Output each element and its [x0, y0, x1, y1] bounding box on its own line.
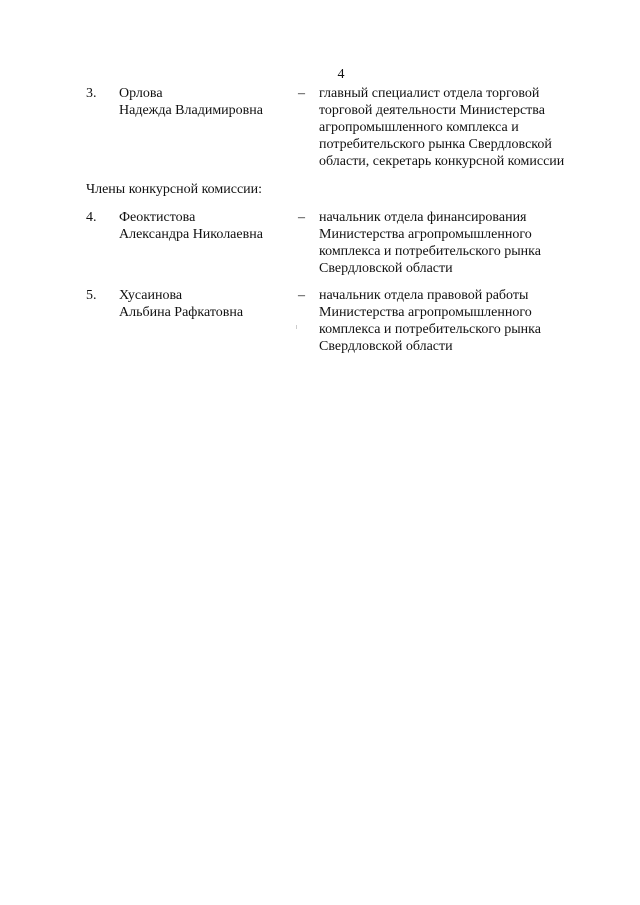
position-line: комплекса и потребительского рынка: [319, 244, 541, 259]
entry-number: 3.: [86, 86, 97, 101]
position-line: торговой деятельности Министерства: [319, 103, 545, 118]
member-given-names: Александра Николаевна: [119, 227, 263, 242]
position-line: агропромышленного комплекса и: [319, 120, 519, 135]
position-line: комплекса и потребительского рынка: [319, 322, 541, 337]
entry-number: 5.: [86, 288, 97, 303]
member-position: [319, 287, 587, 355]
member-surname: Орлова: [119, 86, 163, 101]
member-surname: Феоктистова: [119, 210, 196, 225]
member-name: [119, 85, 289, 119]
member-position: [319, 209, 587, 277]
entry-number: 4.: [86, 210, 97, 225]
member-surname: Хусаинова: [119, 288, 183, 303]
dash-separator: –: [298, 86, 305, 101]
page-number: 4: [337, 67, 345, 82]
members-heading: Члены конкурсной комиссии:: [86, 182, 263, 197]
member-given-names: Надежда Владимировна: [119, 103, 263, 118]
member-given-names: Альбина Рафкатовна: [119, 305, 244, 320]
member-position: [319, 85, 587, 170]
position-line: начальник отдела правовой работы: [319, 288, 529, 303]
position-line: Министерства агропромышленного: [319, 227, 532, 242]
position-line: начальник отдела финансирования: [319, 210, 527, 225]
member-name: [119, 287, 289, 321]
scan-mark: [296, 325, 297, 329]
position-line: главный специалист отдела торговой: [319, 86, 540, 101]
position-line: Министерства агропромышленного: [319, 305, 532, 320]
dash-separator: –: [298, 288, 305, 303]
member-name: [119, 209, 289, 243]
dash-separator: –: [298, 210, 305, 225]
position-line: Свердловской области: [319, 339, 453, 354]
position-line: потребительского рынка Свердловской: [319, 137, 552, 152]
position-line: области, секретарь конкурсной комиссии: [319, 154, 565, 169]
position-line: Свердловской области: [319, 261, 453, 276]
